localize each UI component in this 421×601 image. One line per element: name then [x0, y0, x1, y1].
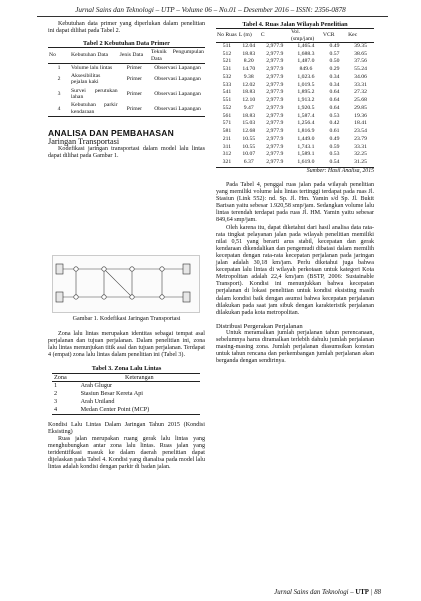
table4-cell: 321 — [216, 159, 238, 167]
table4-cell: 2,977.9 — [266, 73, 284, 80]
table4-cell: 31.25 — [347, 159, 374, 167]
table4-cell: 311 — [222, 143, 232, 150]
intro-paragraph: Kebutuhan data primer yang diperlukan dalam penelitian ini dapat dilihat pada Tabel 2. — [48, 21, 205, 35]
diagram-frame — [53, 256, 200, 313]
table4-cell: 15.03 — [242, 120, 256, 127]
table4-cell: 0.53 — [329, 151, 340, 158]
table4-cell: 2,977.9 — [266, 128, 284, 135]
table2-header-teknik: Teknik Pengumpulan Data — [151, 49, 204, 62]
table4-cell: 0.53 — [329, 112, 340, 119]
table4-cell: 1,256.4 — [297, 120, 315, 127]
table4-cell: 0.34 — [329, 81, 340, 88]
table4-cell: 12.68 — [242, 128, 256, 135]
table2-cell: Observasi Lapangan — [150, 101, 205, 116]
table4-cell: 12.10 — [242, 97, 256, 104]
table4-cell: 1,619.0 — [290, 159, 322, 167]
table2-cell: 3 — [57, 90, 61, 97]
table4-cell: 0.64 — [329, 97, 340, 104]
table3-cell: 2 — [54, 390, 58, 398]
table4-cell: 18.41 — [354, 120, 367, 127]
table3-cell: Medan Center Point (MCP) — [79, 406, 200, 414]
table4-cell: 532 — [222, 73, 232, 80]
table3-cell: 1 — [54, 382, 58, 390]
table2-cell: 1 — [57, 64, 61, 71]
table-row — [216, 74, 374, 82]
table4-cell: 2,977.9 — [266, 89, 284, 96]
table4-header-vcr: VCR — [322, 29, 347, 43]
table3-header-row — [52, 373, 200, 382]
table4-cell: 38.65 — [354, 50, 367, 57]
table2-header-no: No — [48, 48, 70, 64]
table4-cell: 19.36 — [354, 112, 367, 119]
table4-cell: 18.83 — [242, 89, 256, 96]
table4-cell: 211 — [222, 135, 232, 142]
table3 — [52, 373, 200, 415]
table4-cell: 2,977.9 — [266, 120, 284, 127]
table4-cell: 0.50 — [329, 58, 340, 65]
footer-journal: Jurnal Sains dan Teknologi – — [274, 589, 354, 596]
table4-cell: 29.85 — [354, 104, 367, 111]
table2-cell: Survei perutukan lahan — [70, 87, 118, 101]
table4-cell: 0.49 — [329, 135, 340, 142]
table2-header-row — [48, 48, 205, 64]
table4-cell: 1,743.1 — [297, 143, 315, 150]
table2-cell: Observasi Lapangan — [154, 64, 201, 71]
figure-caption: Gambar 1. Kodefikasi Jaringan Transportasi — [72, 316, 181, 322]
paragraph-tabel4: Pada Tabel 4, penggal ruas jalan pada wilayah penelitian yang memiliki volume lalu lintas tertinggi terdapat pada ruas Jl. Stasiun (Link 552): nd. Sp. Jl. Hm. Yamin s/d Sp. Jl. Bukit Barisan yaitu sebesar 1.920,58 smp/jam. Sedangkan volume lalu lintas terendah terdapat pada ruas Jl. HM. Yamin yaitu sebesar 849,64 smp/jam. — [216, 182, 374, 224]
table4-cell: 1,920.5 — [297, 104, 315, 111]
table2-cell: Kebutuhan parkir kendaraan — [70, 102, 118, 115]
table3-cell: Stasiun Besar Kereta Api — [80, 390, 144, 398]
table4-cell: 34.06 — [354, 73, 367, 80]
table-row — [216, 113, 374, 121]
table-row — [48, 63, 205, 72]
table2-cell: 2 — [57, 76, 61, 83]
table2-cell: Volume lalu lintas — [70, 64, 113, 71]
table3-caption: Tabel 3. Zona Lalu Lintas — [91, 365, 162, 373]
table4-cell: 581 — [222, 128, 232, 135]
page-number: 88 — [374, 589, 381, 596]
table4-cell: 12.02 — [242, 81, 256, 88]
network-diagram — [52, 255, 200, 313]
table3-cell: Arah Glugur — [80, 382, 113, 390]
table4-header-c: C — [260, 29, 290, 43]
table4-cell: 571 — [222, 120, 232, 127]
table4-cell: 1,019.5 — [297, 81, 315, 88]
table4-cell: 18.83 — [242, 112, 256, 119]
table4-cell: 33.31 — [354, 81, 367, 88]
distribusi-paragraph: Untuk meramalkan jumlah perjalanan tahun perencanaan, sebelumnya harus diramalkan terlebih dahulu jumlah perjalanan masing-masing zona. Jumlah perjalanan diasumsikan konstan untuk tahun rencana dan perkembangan jumlah perjalanan akan berganda dengan sendirinya. — [216, 329, 374, 365]
table4-cell: 37.56 — [354, 58, 367, 65]
table2-cell: Observasi Lapangan — [154, 90, 201, 97]
table2-caption: Tabel 2 Kebutuhan Data Primer — [83, 40, 170, 48]
table4-cell: 2,977.9 — [266, 50, 284, 57]
table4-cell: 541 — [222, 89, 232, 96]
table-row — [52, 382, 200, 390]
table4-cell: 2,977.9 — [266, 58, 284, 65]
table-row — [48, 87, 205, 102]
table4-cell: 0.59 — [329, 143, 340, 150]
footer-brand: UTP — [355, 589, 369, 596]
table4-cell: 2,977.9 — [266, 104, 284, 111]
table4-cell: 1,688.3 — [297, 50, 315, 57]
table-row — [216, 97, 374, 105]
table3-header-keterangan: Keterangan — [79, 373, 200, 382]
table-row — [216, 105, 374, 113]
table4-cell: 312 — [222, 151, 232, 158]
page-footer: Jurnal Sains dan Teknologi – UTP | 88 — [274, 589, 381, 596]
table-row — [48, 72, 205, 87]
kondisi-paragraph: Ruas jalan merupakan ruang gerak lalu lintas yang menghubungkan antar zona lalu lintas. Ruas jalan yang teridentifikasi masuk ke dalam daerah penelitian dapat dijelaskan pada Tabel 4. Kondisi yang dianalisa pada model lalu lintas adalah kondisi dengan parkir di badan jalan. — [48, 435, 205, 471]
table4-cell: 25.68 — [354, 97, 367, 104]
table4-cell: 18.83 — [242, 50, 256, 57]
table4-cell: 10.07 — [242, 151, 256, 158]
table4-cell: 1,895.2 — [297, 89, 315, 96]
table4-cell: 0.49 — [329, 42, 340, 49]
right-column — [216, 21, 374, 365]
table4-cell: 0.42 — [329, 120, 340, 127]
header-rule — [37, 16, 388, 17]
table4-cell: 0.54 — [322, 159, 347, 167]
table-row — [216, 58, 374, 66]
table4-cell: 0.61 — [329, 128, 340, 135]
section-paragraph: Kodefikasi jaringan transportasi dalam model lalu lintas dapat dilihat pada Gambar 1. — [48, 146, 205, 160]
table4-caption: Tabel 4. Ruas Jalan Wilayah Penelitian — [242, 21, 348, 28]
table4-cell: 0.64 — [329, 89, 340, 96]
table4-header-vol: Vol. (smp/jam) — [290, 29, 322, 43]
table4-cell: 1,913.2 — [297, 97, 315, 104]
table4-cell: 533 — [222, 81, 232, 88]
table2-cell: Observasi Lapangan — [154, 76, 201, 83]
table4-cell: 23.54 — [354, 128, 367, 135]
table4-header-ruas: No Ruas — [216, 29, 238, 43]
table4-cell: 10.55 — [242, 135, 256, 142]
subsection-title: Jaringan Transportasi — [48, 137, 120, 147]
table4-cell: 27.32 — [354, 89, 367, 96]
table4-cell: 32.25 — [354, 151, 367, 158]
table-row — [52, 406, 200, 414]
table4-cell: 2,977.9 — [266, 81, 284, 88]
table3-header-zona: Zona — [52, 373, 79, 382]
table4-source: Sumber: Hasil Analisa, 2015 — [306, 167, 374, 174]
table4 — [216, 28, 374, 168]
table3-cell: Arah Uniland — [80, 397, 115, 405]
table3-cell: 3 — [54, 397, 58, 405]
table4-cell: 1,589.1 — [297, 151, 315, 158]
table4-cell: 12.04 — [242, 42, 256, 49]
table-row — [216, 136, 374, 144]
table4-cell: 512 — [222, 50, 232, 57]
table4-cell: 511 — [222, 42, 232, 49]
table4-cell: 2,977.9 — [266, 151, 284, 158]
left-column-bottom — [48, 316, 205, 471]
left-column-top — [48, 21, 205, 160]
section-title: ANALISA DAN PEMBAHASAN — [48, 127, 174, 138]
table2 — [48, 47, 205, 117]
table4-cell: 2,977.9 — [266, 135, 284, 142]
table4-cell: 55.24 — [354, 66, 367, 73]
table4-cell: 561 — [222, 112, 232, 119]
table4-cell: 2,977.9 — [266, 42, 284, 49]
table2-cell: Primer — [126, 76, 143, 83]
table4-cell: 1,587.4 — [297, 112, 315, 119]
table4-cell: 14.70 — [242, 66, 256, 73]
table2-header-jenis: Jenis Data — [119, 48, 150, 64]
table-row — [216, 159, 374, 167]
table4-cell: 1,465.4 — [297, 42, 315, 49]
table4-cell: 552 — [222, 104, 232, 111]
table4-cell: 9.38 — [243, 73, 254, 80]
table4-cell: 0.34 — [329, 73, 340, 80]
kondisi-title: Kondisi Lalu Lintas Dalam Jaringan Tahun 2015 (Kondisi Eksisting) — [48, 421, 205, 435]
table4-cell: 2,977.9 — [260, 159, 290, 167]
table-row — [216, 82, 374, 90]
table4-header-row — [216, 29, 374, 43]
table4-cell: 33.31 — [354, 143, 367, 150]
table-row — [48, 101, 205, 116]
table4-cell: 0.29 — [329, 66, 340, 73]
table4-cell: 1,449.0 — [297, 135, 315, 142]
table-row — [52, 390, 200, 398]
table4-cell: 0.57 — [329, 50, 340, 57]
table4-cell: 2,977.9 — [266, 97, 284, 104]
table2-header-kebutuhan: Kebutuhan Data — [70, 48, 119, 64]
table-row — [52, 398, 200, 406]
table4-cell: 1,023.6 — [297, 73, 315, 80]
table4-cell: 0.64 — [329, 104, 340, 111]
table3-cell: 4 — [52, 406, 79, 414]
distribusi-title: Distribusi Pergerakan Perjalanan — [216, 322, 303, 330]
table2-cell: Primer — [126, 90, 143, 97]
table-row — [216, 42, 374, 50]
table4-cell: 849.6 — [299, 66, 313, 73]
table-row — [216, 89, 374, 97]
table-row — [216, 66, 374, 74]
table4-cell: 1,487.0 — [297, 58, 315, 65]
table-row — [216, 151, 374, 159]
table4-header-kec: Kec — [347, 29, 374, 43]
table4-cell: 39.35 — [354, 42, 367, 49]
table2-cell: Primer — [126, 64, 143, 71]
table4-header-l: L (m) — [238, 29, 260, 43]
table4-cell: 10.55 — [242, 143, 256, 150]
table4-cell: 1,816.9 — [297, 128, 315, 135]
table4-cell: 23.79 — [354, 135, 367, 142]
zone-paragraph: Zona lalu lintas merupakan identitas sebagai tempat asal perjalanan dan tujuan perjalanan. Dalam penelitian ini, zona lalu lintas menunjukan titik asal dan tujuan perjalanan. Terdapat 4 (empat) zona lalu lintas dalam penelitian ini (Tabel 3). — [48, 331, 205, 359]
running-header: Jurnal Sains dan Teknologi – UTP – Volume 06 – No.01 – Desember 2016 – ISSN: 2356-0878 — [75, 6, 346, 14]
table4-cell: 551 — [222, 97, 232, 104]
table4-cell: 2,977.9 — [266, 66, 284, 73]
table4-cell: 2,977.9 — [266, 112, 284, 119]
table4-cell: 521 — [222, 58, 232, 65]
table2-cell: Primer — [119, 101, 150, 116]
table-row — [216, 51, 374, 59]
table4-cell: 531 — [222, 66, 232, 73]
table-row — [216, 128, 374, 136]
table-row — [216, 120, 374, 128]
table4-cell: 2,977.9 — [266, 143, 284, 150]
table2-cell: Aksesibilitas pejalan kaki — [70, 73, 101, 86]
table4-cell: 8.20 — [243, 58, 254, 65]
paragraph-analisa: Oleh karena itu, dapat diketahui dari hasil analisa data rata-rata tingkat pelayanan jalan pada wilayah penelitian memiliki nilai 0,51 yang berarti arus stabil, kecepatan dan gerak kendaraan dikendalikan dan pengemudi dibatasi dalam memilih kecepatan dengan rata-rata kecepatan perjalanan pada jaringan jalan adalah 30,18 km/jam. Perlu diketahui juga bahwa kecepatan lalu lintas di wilayah perkotaan untuk kategori Kota Metropolitan adalah 22,4 km/jam (BSTP, 2006: Sustainable Transport). Kondisi ini menunjukkan bahwa kecepatan perjalanan di lokasi penelitian untuk kondisi eksisting masih dalam kondisi baik dengan asumsi bahwa kecepatan perjalanan dilakukan pada saat jam sibuk dengan karakteristik perjalanan dilakukan pada kota metropolitan. — [216, 224, 374, 316]
table2-cell: 4 — [48, 101, 70, 116]
table4-cell: 9.47 — [243, 104, 254, 111]
table4-cell: 6.37 — [238, 159, 260, 167]
table4-body — [216, 42, 374, 167]
table-row — [216, 144, 374, 152]
